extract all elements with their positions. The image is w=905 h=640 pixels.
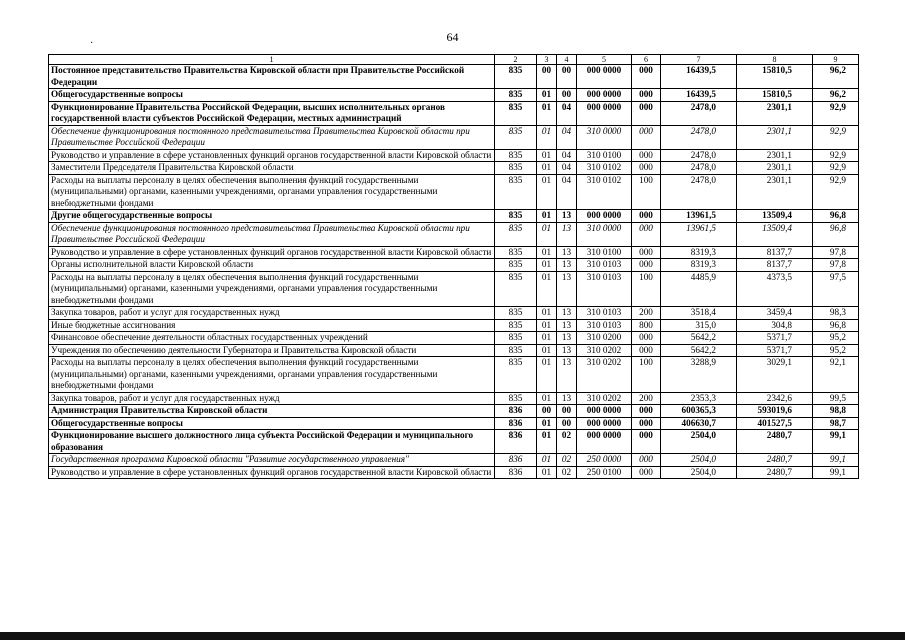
planned-amount: 8319,3 [661,259,737,272]
target-item-code: 310 0103 [577,307,632,320]
row-name: Руководство и управление в сфере установленных функций органов государственной власти Кировской области [49,149,495,162]
table-row [49,454,859,467]
execution-percent: 99,5 [813,392,859,405]
execution-percent: 92,9 [813,149,859,162]
row-name: Заместители Председателя Правительства Кировской области [49,162,495,175]
execution-percent: 95,2 [813,332,859,345]
admin-code: 835 [495,65,537,89]
planned-amount: 2504,0 [661,454,737,467]
section-code: 01 [537,162,557,175]
executed-amount: 5371,7 [737,332,813,345]
planned-amount: 13961,5 [661,210,737,223]
planned-amount: 600365,3 [661,405,737,418]
planned-amount: 2478,0 [661,174,737,210]
scan-dot: · [90,38,94,49]
section-code: 01 [537,89,557,102]
row-name: Учреждения по обеспечению деятельности Губернатора и Правительства Кировской области [49,344,495,357]
expense-type-code: 000 [632,125,661,149]
admin-code: 835 [495,149,537,162]
subsection-code: 13 [557,271,577,307]
section-code: 01 [537,271,557,307]
target-item-code: 310 0202 [577,392,632,405]
admin-code: 836 [495,466,537,479]
execution-percent: 92,9 [813,101,859,125]
row-name: Обеспечение функционирования постоянного представительства Правительства Кировской области при Правительстве Российской Федерации [49,222,495,246]
executed-amount: 13509,4 [737,210,813,223]
column-number: 2 [495,55,537,65]
expense-type-code: 100 [632,174,661,210]
admin-code: 836 [495,454,537,467]
section-code: 01 [537,149,557,162]
table-row [49,162,859,175]
admin-code: 835 [495,174,537,210]
subsection-code: 13 [557,332,577,345]
row-name: Закупка товаров, работ и услуг для государственных нужд [49,307,495,320]
admin-code: 835 [495,222,537,246]
target-item-code: 310 0100 [577,246,632,259]
column-number: 6 [632,55,661,65]
table-row [49,405,859,418]
execution-percent: 92,9 [813,174,859,210]
subsection-code: 02 [557,466,577,479]
subsection-code: 00 [557,89,577,102]
row-name: Органы исполнительной власти Кировской области [49,259,495,272]
subsection-code: 04 [557,174,577,210]
column-number: 8 [737,55,813,65]
admin-code: 835 [495,101,537,125]
table-row [49,344,859,357]
subsection-code: 13 [557,246,577,259]
expense-type-code: 000 [632,162,661,175]
expense-type-code: 200 [632,307,661,320]
expense-type-code: 000 [632,222,661,246]
target-item-code: 000 0000 [577,101,632,125]
row-name: Функционирование высшего должностного лица субъекта Российской Федерации и муниципального образования [49,430,495,454]
admin-code: 836 [495,405,537,418]
target-item-code: 250 0000 [577,454,632,467]
execution-percent: 99,1 [813,466,859,479]
execution-percent: 97,5 [813,271,859,307]
target-item-code: 000 0000 [577,210,632,223]
executed-amount: 15810,5 [737,65,813,89]
planned-amount: 315,0 [661,319,737,332]
target-item-code: 310 0202 [577,357,632,393]
section-code: 01 [537,222,557,246]
table-row [49,222,859,246]
section-code: 01 [537,259,557,272]
execution-percent: 99,1 [813,430,859,454]
row-name: Администрация Правительства Кировской области [49,405,495,418]
section-code: 01 [537,332,557,345]
planned-amount: 3288,9 [661,357,737,393]
planned-amount: 5642,2 [661,332,737,345]
section-code: 00 [537,405,557,418]
target-item-code: 310 0000 [577,222,632,246]
subsection-code: 04 [557,162,577,175]
execution-percent: 96,2 [813,65,859,89]
executed-amount: 2342,6 [737,392,813,405]
section-code: 01 [537,344,557,357]
execution-percent: 98,3 [813,307,859,320]
table-row [49,125,859,149]
section-code: 01 [537,174,557,210]
row-name: Руководство и управление в сфере установленных функций органов государственной власти Кировской области [49,466,495,479]
planned-amount: 4485,9 [661,271,737,307]
table-row [49,89,859,102]
table-row [49,392,859,405]
subsection-code: 04 [557,149,577,162]
subsection-code: 13 [557,392,577,405]
subsection-code: 00 [557,417,577,430]
table-row [49,259,859,272]
target-item-code: 310 0000 [577,125,632,149]
executed-amount: 15810,5 [737,89,813,102]
expense-type-code: 000 [632,332,661,345]
planned-amount: 2478,0 [661,149,737,162]
planned-amount: 3518,4 [661,307,737,320]
column-number: 3 [537,55,557,65]
planned-amount: 2478,0 [661,162,737,175]
admin-code: 835 [495,319,537,332]
executed-amount: 2301,1 [737,174,813,210]
target-item-code: 250 0100 [577,466,632,479]
admin-code: 835 [495,332,537,345]
table-header-row [49,55,859,65]
table-row [49,271,859,307]
planned-amount: 13961,5 [661,222,737,246]
executed-amount: 2301,1 [737,125,813,149]
table-row [49,65,859,89]
expense-type-code: 000 [632,101,661,125]
subsection-code: 13 [557,357,577,393]
admin-code: 835 [495,259,537,272]
executed-amount: 2301,1 [737,162,813,175]
executed-amount: 401527,5 [737,417,813,430]
execution-percent: 92,9 [813,162,859,175]
section-code: 01 [537,417,557,430]
execution-percent: 99,1 [813,454,859,467]
executed-amount: 5371,7 [737,344,813,357]
row-name: Расходы на выплаты персоналу в целях обеспечения выполнения функций государственными (муниципальными) органами, казенными учреждениями, органами управления государственными внебюджетными фондами [49,271,495,307]
execution-percent: 96,8 [813,319,859,332]
planned-amount: 16439,5 [661,65,737,89]
table-row [49,332,859,345]
execution-percent: 97,8 [813,246,859,259]
section-code: 01 [537,357,557,393]
admin-code: 835 [495,357,537,393]
target-item-code: 000 0000 [577,89,632,102]
row-name: Руководство и управление в сфере установленных функций органов государственной власти Кировской области [49,246,495,259]
row-name: Постоянное представительство Правительства Кировской области при Правительстве Российской Федерации [49,65,495,89]
execution-percent: 98,7 [813,417,859,430]
admin-code: 835 [495,125,537,149]
table-row [49,174,859,210]
row-name: Расходы на выплаты персоналу в целях обеспечения выполнения функций государственными (муниципальными) органами, казенными учреждениями, органами управления государственными внебюджетными фондами [49,357,495,393]
expense-type-code: 100 [632,271,661,307]
admin-code: 835 [495,392,537,405]
planned-amount: 2353,3 [661,392,737,405]
expense-type-code: 000 [632,246,661,259]
section-code: 01 [537,319,557,332]
planned-amount: 2478,0 [661,125,737,149]
execution-percent: 98,8 [813,405,859,418]
executed-amount: 2480,7 [737,454,813,467]
planned-amount: 8319,3 [661,246,737,259]
subsection-code: 13 [557,344,577,357]
executed-amount: 3459,4 [737,307,813,320]
page-number: 64 [446,30,459,44]
table-row [49,149,859,162]
executed-amount: 13509,4 [737,222,813,246]
section-code: 01 [537,454,557,467]
execution-percent: 97,8 [813,259,859,272]
admin-code: 835 [495,271,537,307]
expense-type-code: 000 [632,430,661,454]
execution-percent: 92,1 [813,357,859,393]
subsection-code: 00 [557,65,577,89]
executed-amount: 593019,6 [737,405,813,418]
column-number: 4 [557,55,577,65]
table-row [49,319,859,332]
expense-type-code: 000 [632,344,661,357]
table-row [49,101,859,125]
planned-amount: 406630,7 [661,417,737,430]
expense-type-code: 000 [632,417,661,430]
section-code: 01 [537,307,557,320]
subsection-code: 13 [557,210,577,223]
planned-amount: 2504,0 [661,466,737,479]
expense-type-code: 000 [632,65,661,89]
section-code: 01 [537,466,557,479]
target-item-code: 000 0000 [577,405,632,418]
row-name: Расходы на выплаты персоналу в целях обеспечения выполнения функций государственными (муниципальными) органами, казенными учреждениями, органами управления государственными внебюджетными фондами [49,174,495,210]
expense-type-code: 000 [632,466,661,479]
budget-table [48,54,859,479]
table-row [49,357,859,393]
row-name: Иные бюджетные ассигнования [49,319,495,332]
expense-type-code: 000 [632,89,661,102]
subsection-code: 02 [557,454,577,467]
subsection-code: 13 [557,319,577,332]
admin-code: 835 [495,89,537,102]
scan-bottom-edge [0,632,905,640]
expense-type-code: 800 [632,319,661,332]
executed-amount: 8137,7 [737,259,813,272]
target-item-code: 310 0102 [577,162,632,175]
execution-percent: 96,8 [813,210,859,223]
expense-type-code: 000 [632,454,661,467]
target-item-code: 310 0103 [577,259,632,272]
executed-amount: 2301,1 [737,149,813,162]
target-item-code: 310 0102 [577,174,632,210]
admin-code: 835 [495,162,537,175]
target-item-code: 310 0200 [577,332,632,345]
target-item-code: 000 0000 [577,430,632,454]
subsection-code: 04 [557,125,577,149]
row-name: Финансовое обеспечение деятельности областных государственных учреждений [49,332,495,345]
row-name: Другие общегосударственные вопросы [49,210,495,223]
admin-code: 835 [495,344,537,357]
expense-type-code: 000 [632,210,661,223]
section-code: 01 [537,392,557,405]
planned-amount: 16439,5 [661,89,737,102]
section-code: 01 [537,430,557,454]
executed-amount: 2480,7 [737,430,813,454]
column-number: 5 [577,55,632,65]
executed-amount: 4373,5 [737,271,813,307]
executed-amount: 8137,7 [737,246,813,259]
target-item-code: 310 0103 [577,271,632,307]
table-row [49,417,859,430]
row-name: Государственная программа Кировской области "Развитие государственного управления" [49,454,495,467]
expense-type-code: 000 [632,405,661,418]
planned-amount: 2478,0 [661,101,737,125]
subsection-code: 13 [557,307,577,320]
expense-type-code: 000 [632,149,661,162]
table-row [49,307,859,320]
target-item-code: 000 0000 [577,65,632,89]
row-name: Общегосударственные вопросы [49,417,495,430]
section-code: 00 [537,65,557,89]
table-row [49,466,859,479]
subsection-code: 02 [557,430,577,454]
table-row [49,246,859,259]
section-code: 01 [537,210,557,223]
target-item-code: 310 0100 [577,149,632,162]
column-number: 1 [49,55,495,65]
table-row [49,210,859,223]
admin-code: 836 [495,417,537,430]
section-code: 01 [537,125,557,149]
target-item-code: 310 0103 [577,319,632,332]
target-item-code: 000 0000 [577,417,632,430]
admin-code: 835 [495,307,537,320]
row-name: Функционирование Правительства Российской Федерации, высших исполнительных органов государственной власти субъектов Российской Федерации, местных администраций [49,101,495,125]
admin-code: 835 [495,246,537,259]
execution-percent: 96,2 [813,89,859,102]
execution-percent: 96,8 [813,222,859,246]
row-name: Закупка товаров, работ и услуг для государственных нужд [49,392,495,405]
column-number: 9 [813,55,859,65]
row-name: Обеспечение функционирования постоянного представительства Правительства Кировской области при Правительстве Российской Федерации [49,125,495,149]
expense-type-code: 100 [632,357,661,393]
planned-amount: 2504,0 [661,430,737,454]
executed-amount: 304,8 [737,319,813,332]
section-code: 01 [537,246,557,259]
admin-code: 835 [495,210,537,223]
subsection-code: 00 [557,405,577,418]
executed-amount: 2301,1 [737,101,813,125]
executed-amount: 2480,7 [737,466,813,479]
subsection-code: 04 [557,101,577,125]
section-code: 01 [537,101,557,125]
target-item-code: 310 0202 [577,344,632,357]
execution-percent: 92,9 [813,125,859,149]
subsection-code: 13 [557,222,577,246]
table-row [49,430,859,454]
expense-type-code: 200 [632,392,661,405]
expense-type-code: 000 [632,259,661,272]
execution-percent: 95,2 [813,344,859,357]
admin-code: 836 [495,430,537,454]
column-number: 7 [661,55,737,65]
row-name: Общегосударственные вопросы [49,89,495,102]
executed-amount: 3029,1 [737,357,813,393]
subsection-code: 13 [557,259,577,272]
planned-amount: 5642,2 [661,344,737,357]
